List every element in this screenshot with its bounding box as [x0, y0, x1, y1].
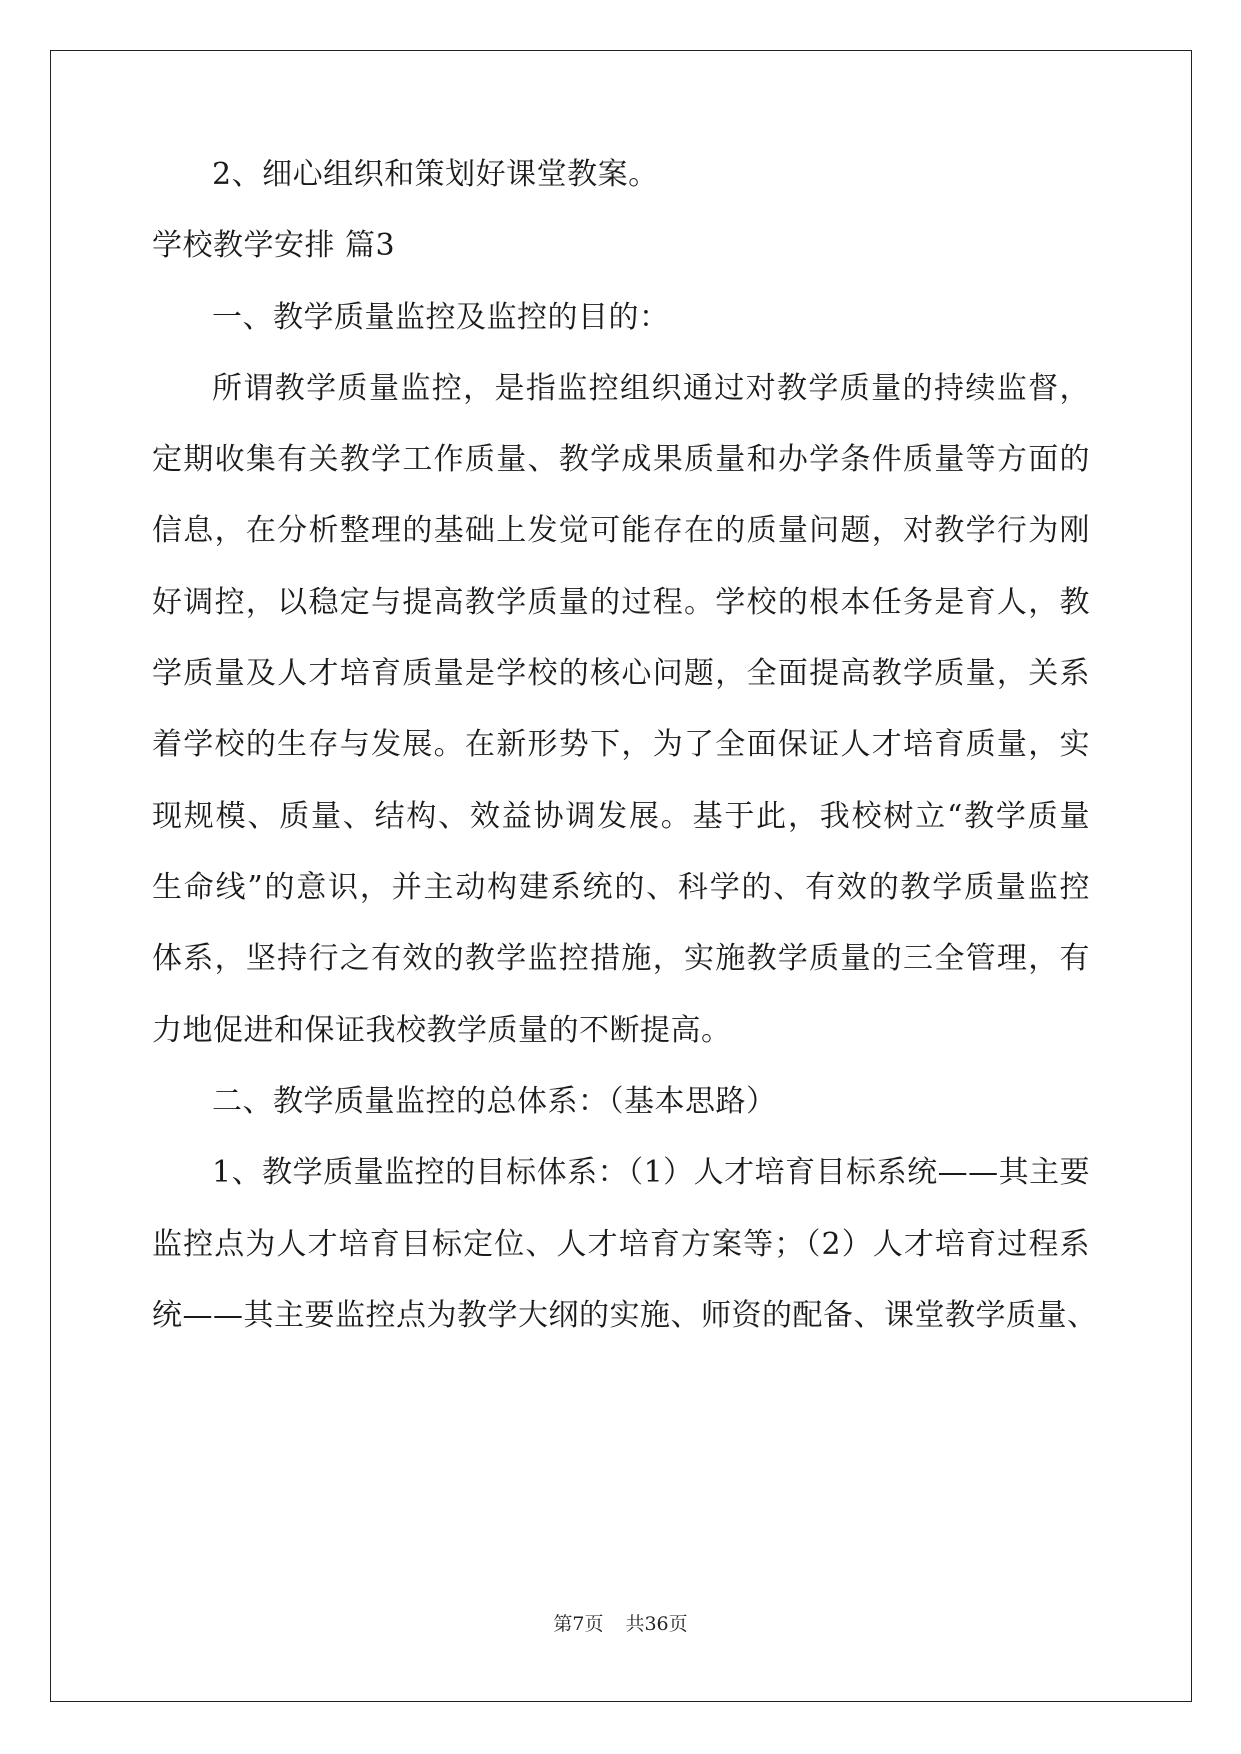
- paragraph-line: 好调控，以稳定与提高教学质量的过程。学校的根本任务是育人，教: [152, 585, 1090, 620]
- paragraph-line: 监控点为人才培育目标定位、人才培育方案等；（2）人才培育过程系: [152, 1227, 1090, 1262]
- paragraph-line: 信息，在分析整理的基础上发觉可能存在的质量问题，对教学行为刚: [152, 513, 1090, 548]
- paragraph-line: 所谓教学质量监控，是指监控组织通过对教学质量的持续监督，: [212, 371, 1090, 406]
- paragraph-line: 1、教学质量监控的目标体系：（1）人才培育目标系统——其主要: [212, 1155, 1091, 1190]
- heading-monitoring-purpose: 一、教学质量监控及监控的目的：: [212, 300, 670, 335]
- paragraph-line: 现规模、质量、结构、效益协调发展。基于此，我校树立“教学质量: [152, 799, 1090, 834]
- paragraph-item-2: 2、细心组织和策划好课堂教案。: [212, 157, 659, 192]
- paragraph-line: 力地促进和保证我校教学质量的不断提高。: [152, 1013, 732, 1048]
- section-heading-3: 学校教学安排 篇3: [152, 228, 396, 263]
- paragraph-line: 着学校的生存与发展。在新形势下，为了全面保证人才培育质量，实: [152, 727, 1090, 762]
- page-footer: [0, 1612, 1241, 1636]
- paragraph-line: 统——其主要监控点为教学大纲的实施、师资的配备、课堂教学质量、: [152, 1298, 1098, 1333]
- paragraph-line: 体系，坚持行之有效的教学监控措施，实施教学质量的三全管理，有: [152, 941, 1090, 976]
- page-number: 第7页: [553, 1613, 604, 1635]
- page-total: 共36页: [625, 1613, 688, 1635]
- paragraph-line: 定期收集有关教学工作质量、教学成果质量和办学条件质量等方面的: [152, 442, 1090, 477]
- heading-overall-system: 二、教学质量监控的总体系：（基本思路）: [212, 1084, 777, 1119]
- paragraph-line: 学质量及人才培育质量是学校的核心问题，全面提高教学质量，关系: [152, 656, 1090, 691]
- paragraph-line: 生命线”的意识，并主动构建系统的、科学的、有效的教学质量监控: [152, 870, 1090, 905]
